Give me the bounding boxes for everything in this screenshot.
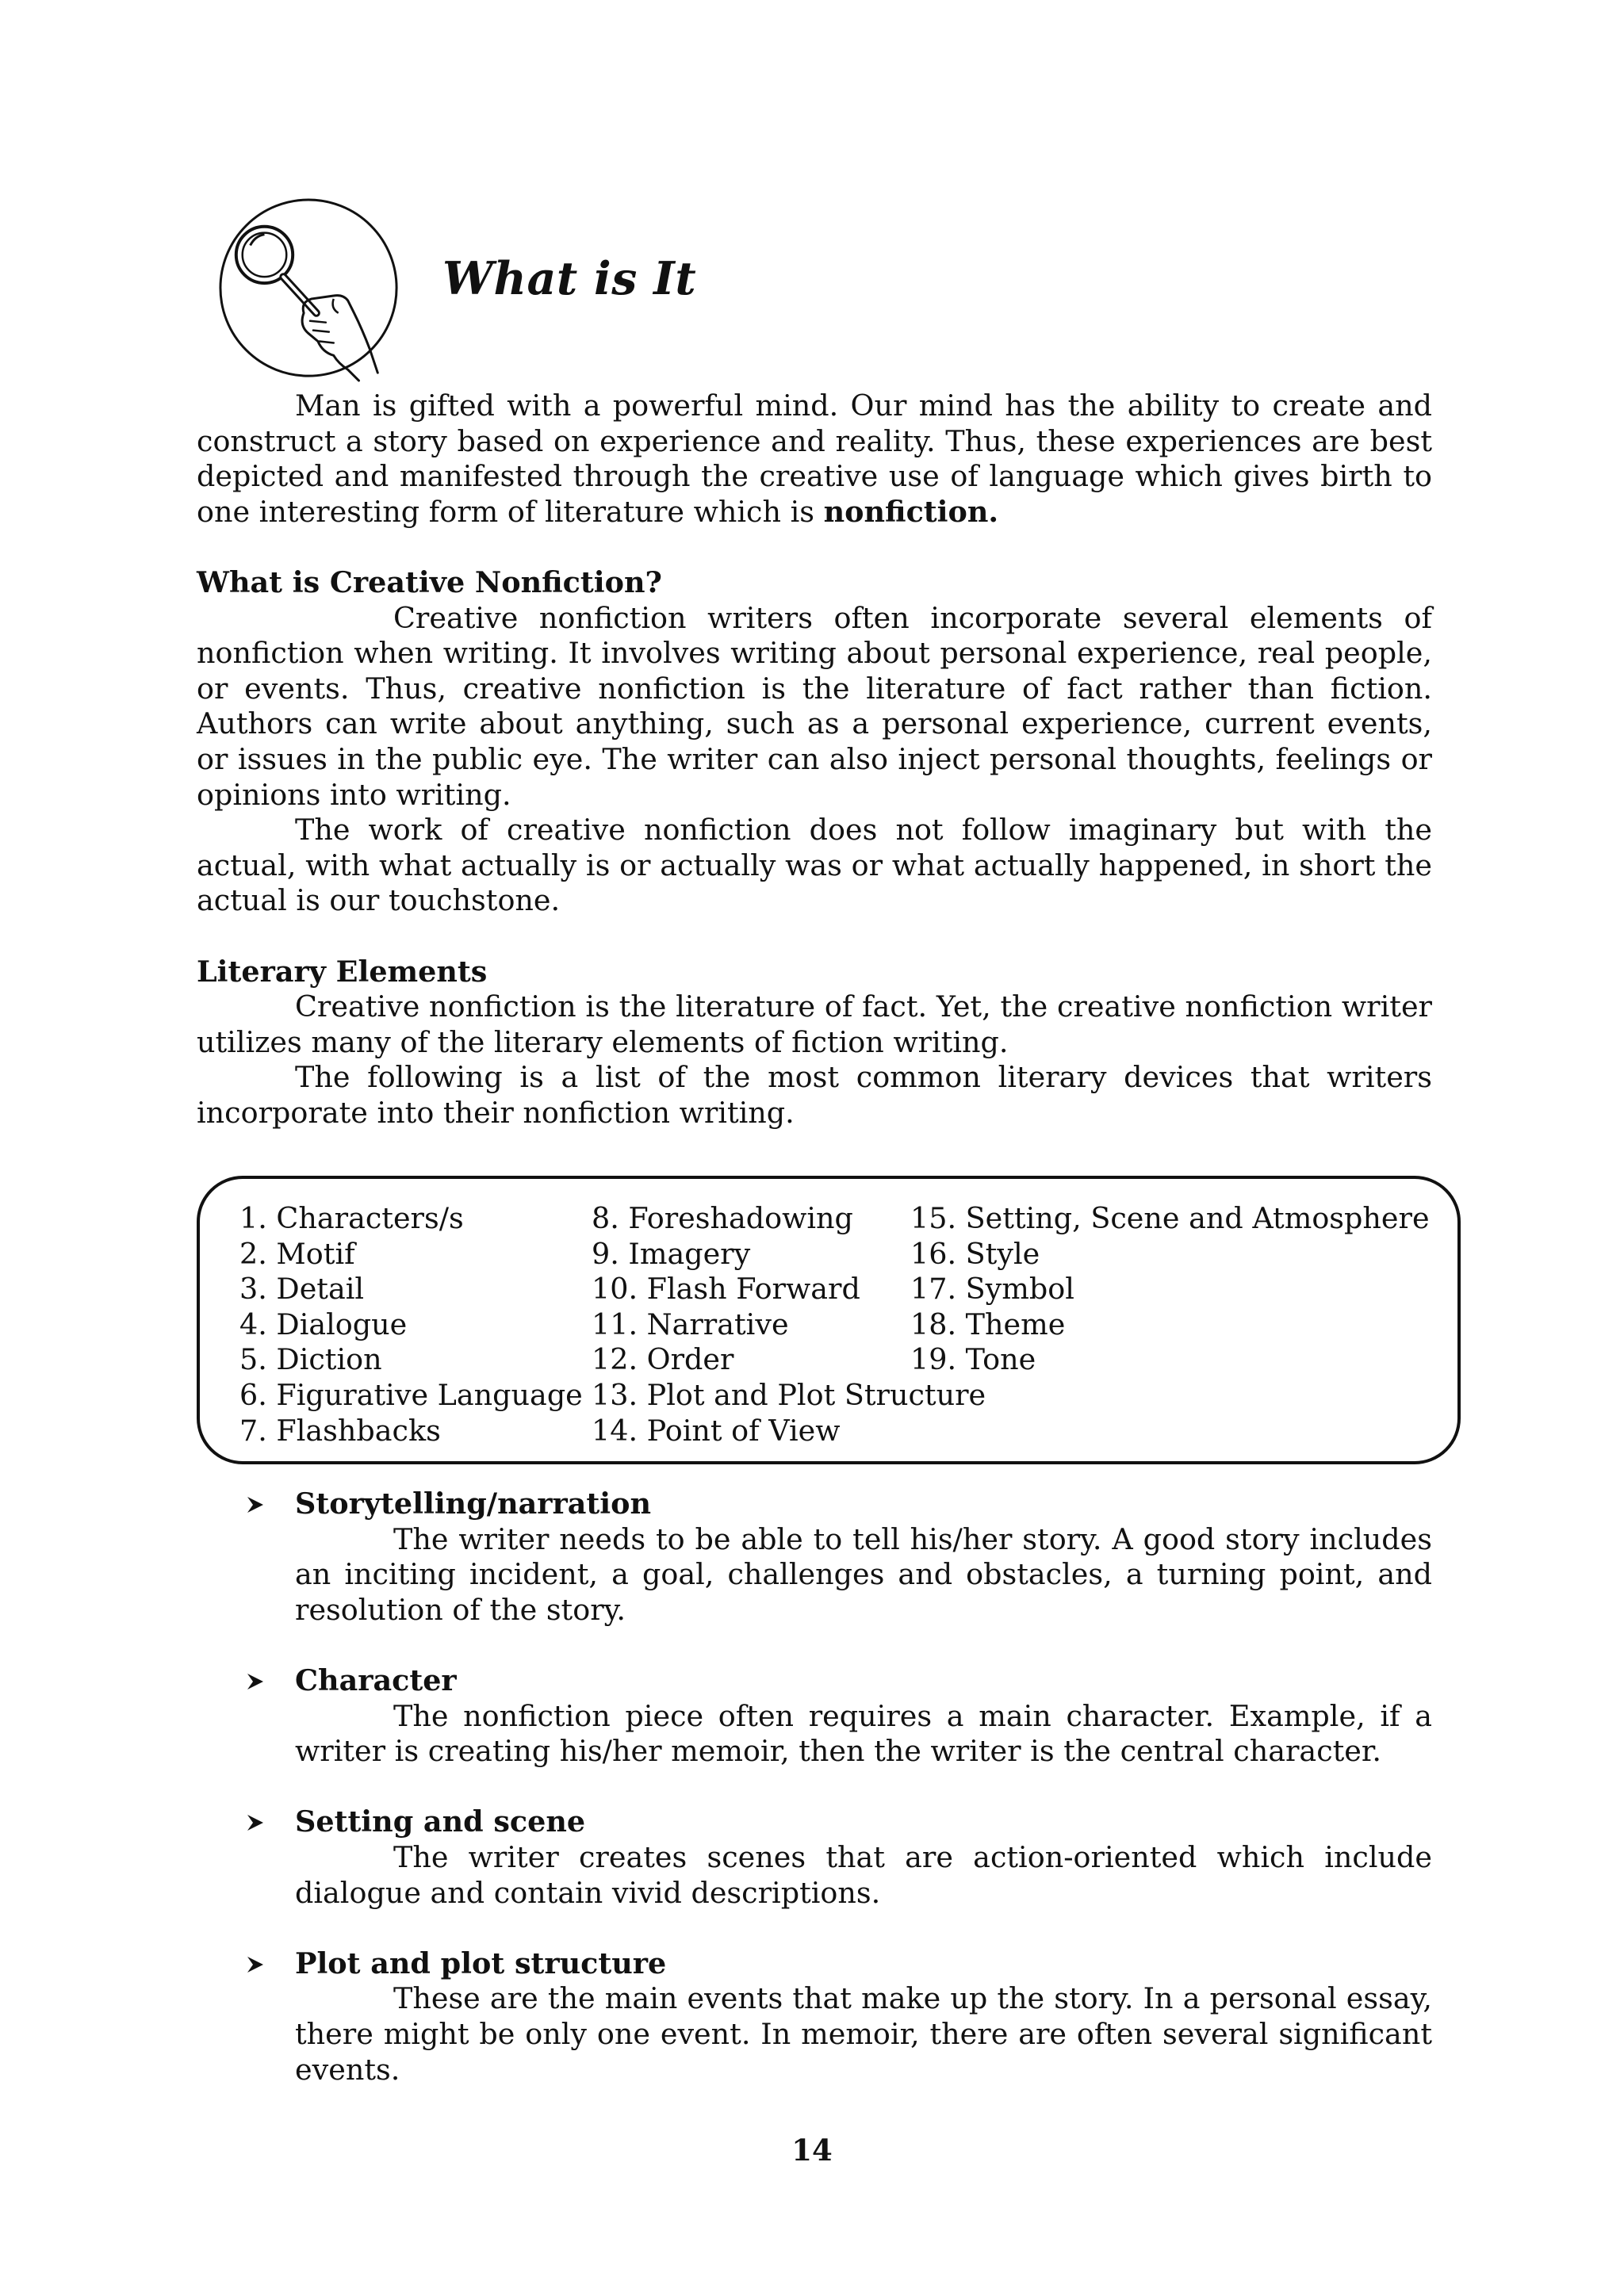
literary-devices-box [197, 1176, 1461, 1464]
device-item: 6. Figurative Language [239, 1377, 583, 1412]
bullet-text: These are the main events that make up the story. In a personal essay, there might be only one event. In memoir, there are often several significant events. [295, 1981, 1432, 2087]
literary-elements-paragraph-2: The following is a list of the most common literary devices that writers incorporate into their nonfiction writing. [197, 1060, 1432, 1130]
magnifying-glass-in-hand-icon [216, 195, 404, 392]
bullet-item [197, 1946, 1432, 2087]
bullet-title: Storytelling/narration [295, 1487, 651, 1521]
device-item: 14. Point of View [592, 1413, 841, 1448]
section-heading-creative-nonfiction: What is Creative Nonfiction? [197, 564, 662, 599]
arrowhead-bullet-icon [246, 1955, 265, 1974]
intro-text: Man is gifted with a powerful mind. Our mind has the ability to create and construct a story based on experience and reality. Thus, these experiences are best depicted and manifested through the creative use of language which gives birth to one interesting form of literature which is [197, 388, 1432, 529]
page-number: 14 [791, 2133, 833, 2168]
device-item: 18. Theme [910, 1307, 1066, 1341]
device-item: 12. Order [592, 1342, 734, 1377]
bullet-text: The writer needs to be able to tell his/her story. A good story includes an inciting incident, a goal, challenges and obstacles, a turning point, and resolution of the story. [295, 1521, 1432, 1627]
bullet-title: Setting and scene [295, 1804, 586, 1839]
arrowhead-bullet-icon [246, 1672, 265, 1691]
device-item: 4. Dialogue [239, 1307, 408, 1341]
device-item: 9. Imagery [592, 1236, 751, 1271]
bullet-item [197, 1487, 1432, 1628]
intro-paragraph [197, 388, 1432, 530]
bullet-text: The nonfiction piece often requires a main character. Example, if a writer is creating his/her memoir, then the writer is the central character. [295, 1698, 1432, 1769]
device-item: 10. Flash Forward [592, 1272, 860, 1307]
creative-nonfiction-paragraph-1: Creative nonfiction writers often incorporate several elements of nonfiction when writing. It involves writing about personal experience, real people, or events. Thus, creative nonfiction is the literature of fact rather than fiction. Authors can write about anything, such as a personal experience, current events, or issues in the public eye. The writer can also inject personal thoughts, feelings or opinions into writing. [197, 600, 1432, 812]
device-item: 2. Motif [239, 1236, 355, 1271]
arrowhead-bullet-icon [246, 1813, 265, 1832]
bullet-title: Plot and plot structure [295, 1946, 667, 1980]
device-item: 11. Narrative [592, 1307, 789, 1341]
page-title: What is It [442, 252, 697, 305]
devices-column-1 [239, 1201, 583, 1448]
arrowhead-bullet-icon [246, 1495, 265, 1514]
elements-bullet-list [197, 1487, 1432, 2087]
literary-elements-paragraph-1: Creative nonfiction is the literature of fact. Yet, the creative nonfiction writer utilizes many of the literary elements of fiction writing. [197, 989, 1432, 1059]
intro-emphasis: nonfiction. [823, 494, 999, 529]
bullet-text: The writer creates scenes that are action-oriented which include dialogue and contain vivid descriptions. [295, 1839, 1432, 1910]
device-item: 8. Foreshadowing [592, 1201, 853, 1235]
section-heading-literary-elements: Literary Elements [197, 954, 488, 989]
bullet-item [197, 1804, 1432, 1911]
bullet-item [197, 1663, 1432, 1770]
device-item: 5. Diction [239, 1342, 382, 1377]
bullet-title: Character [295, 1663, 457, 1697]
device-item: 13. Plot and Plot Structure [592, 1377, 986, 1412]
devices-column-3 [910, 1201, 1430, 1378]
device-item: 16. Style [910, 1236, 1040, 1271]
device-item: 19. Tone [910, 1342, 1036, 1377]
device-item: 7. Flashbacks [239, 1413, 441, 1448]
device-item: 1. Characters/s [239, 1201, 464, 1235]
device-item: 17. Symbol [910, 1272, 1074, 1307]
main-content [197, 388, 1432, 1131]
device-item: 15. Setting, Scene and Atmosphere [910, 1201, 1430, 1235]
creative-nonfiction-paragraph-2: The work of creative nonfiction does not follow imaginary but with the actual, with what actually is or actually was or what actually happened, in short the actual is our touchstone. [197, 813, 1432, 918]
device-item: 3. Detail [239, 1272, 365, 1307]
